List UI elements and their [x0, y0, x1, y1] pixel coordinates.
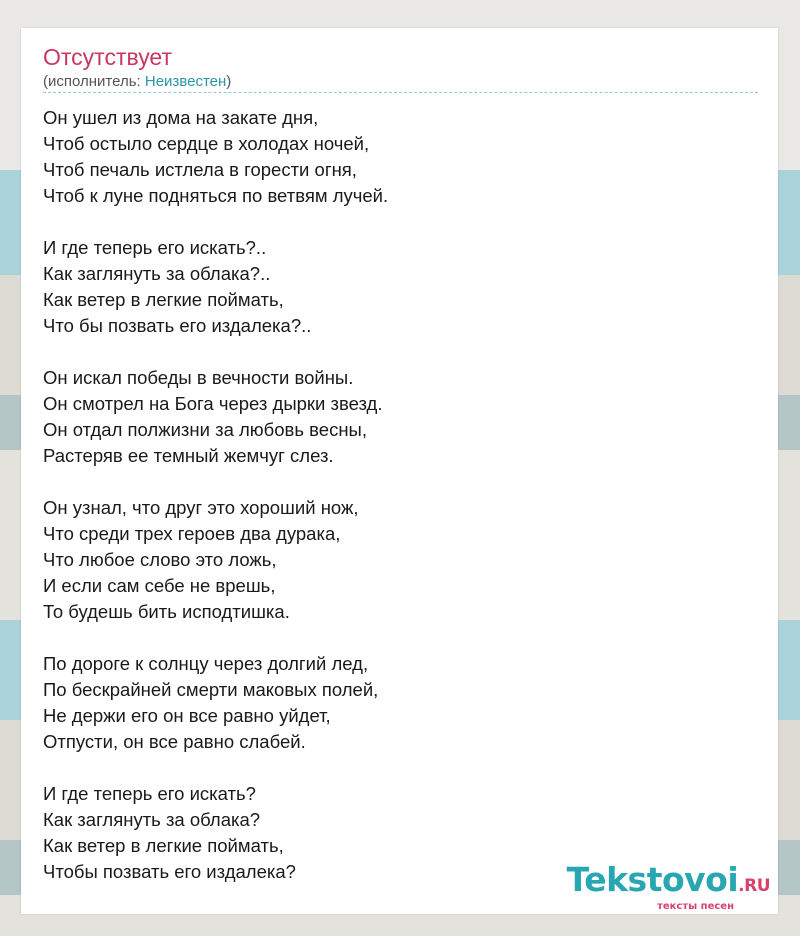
lyric-line: Не держи его он все равно уйдет,: [43, 705, 331, 726]
lyric-line: Он смотрел на Бога через дырки звезд.: [43, 393, 383, 414]
lyric-line: Чтоб к луне подняться по ветвям лучей.: [43, 185, 389, 206]
logo-tagline: тексты песен: [657, 901, 734, 912]
lyric-line: И если сам себе не врешь,: [43, 575, 276, 596]
lyric-line: И где теперь его искать?..: [43, 237, 267, 258]
lyrics-card: [21, 28, 778, 914]
lyric-line: Растеряв ее темный жемчуг слез.: [43, 445, 334, 466]
lyric-line: Чтоб печаль истлела в горести огня,: [43, 159, 357, 180]
title-divider: [43, 92, 758, 93]
logo-tld: .RU: [738, 876, 770, 896]
song-title: Отсутствует: [43, 44, 172, 70]
stanza: [43, 495, 743, 625]
lyric-line: Как заглянуть за облака?..: [43, 263, 271, 284]
lyric-line: И где теперь его искать?: [43, 783, 256, 804]
lyric-line: Что среди трех героев два дурака,: [43, 523, 341, 544]
lyric-line: Как заглянуть за облака?: [43, 809, 261, 830]
artist-link[interactable]: Неизвестен: [144, 73, 227, 90]
logo-name: Tekstovoi: [566, 860, 739, 899]
lyric-line: Чтобы позвать его издалека?: [43, 861, 296, 882]
artist-line: [43, 73, 231, 91]
artist-prefix: (исполнитель:: [43, 73, 145, 90]
lyric-line: Что бы позвать его издалека?..: [43, 315, 312, 336]
lyric-line: По дороге к солнцу через долгий лед,: [43, 653, 369, 674]
lyric-line: Как ветер в легкие поймать,: [43, 835, 284, 856]
lyric-line: Как ветер в легкие поймать,: [43, 289, 284, 310]
lyric-line: Он отдал полжизни за любовь весны,: [43, 419, 367, 440]
lyrics-text: [43, 105, 743, 911]
lyric-line: Он узнал, что друг это хороший нож,: [43, 497, 359, 518]
lyric-line: Отпусти, он все равно слабей.: [43, 731, 306, 752]
lyric-line: Он ушел из дома на закате дня,: [43, 107, 319, 128]
stanza: [43, 105, 743, 209]
artist-suffix: ): [226, 73, 232, 90]
stanza: [43, 651, 743, 755]
lyric-line: То будешь бить исподтишка.: [43, 601, 290, 622]
site-logo[interactable]: [566, 860, 770, 912]
lyric-line: Чтоб остыло сердце в холодах ночей,: [43, 133, 370, 154]
stanza: [43, 365, 743, 469]
lyric-line: Что любое слово это ложь,: [43, 549, 277, 570]
lyric-line: Он искал победы в вечности войны.: [43, 367, 354, 388]
lyric-line: По бескрайней смерти маковых полей,: [43, 679, 379, 700]
stanza: [43, 235, 743, 339]
